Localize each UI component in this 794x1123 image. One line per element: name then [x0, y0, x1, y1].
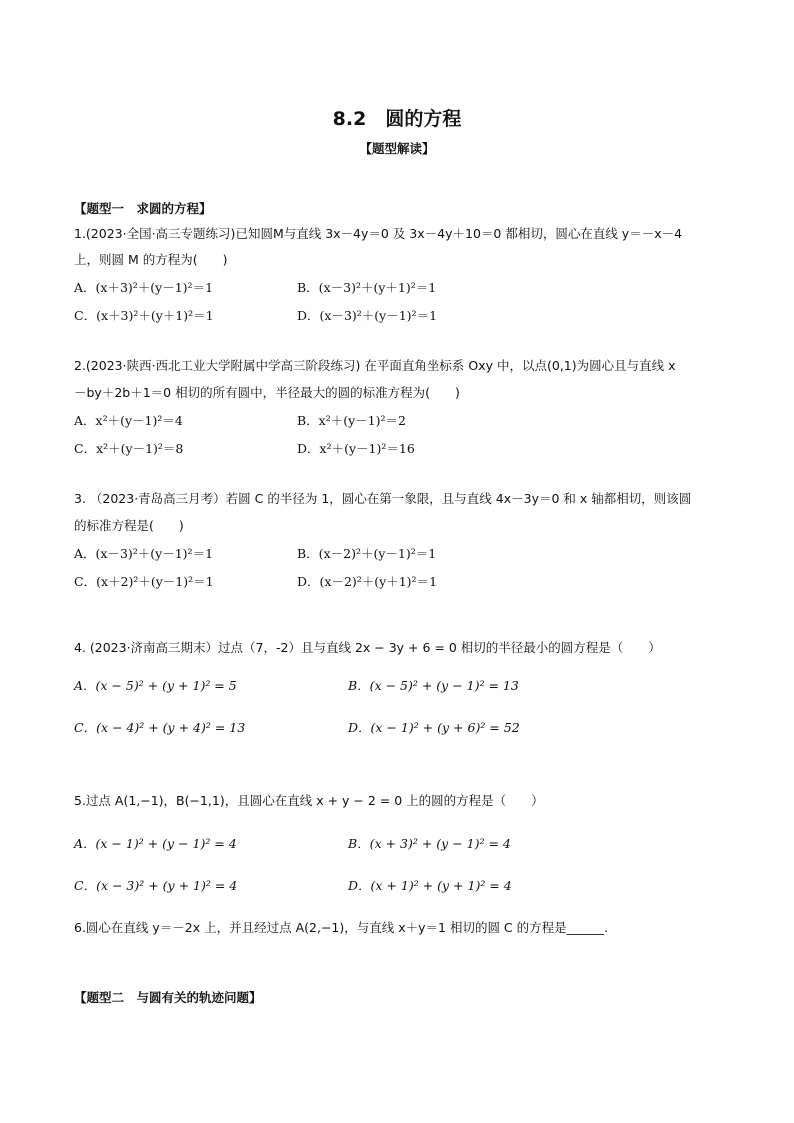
question-3-option-b: B．(x－2)²＋(y－1)²＝1 [297, 546, 437, 561]
question-5-option-a: A．(x − 1)² + (y − 1)² = 4 [74, 836, 237, 851]
question-1-line-2: 上，则圆 M 的方程为( ) [74, 252, 228, 267]
question-4-option-c: C．(x − 4)² + (y + 4)² = 13 [74, 720, 246, 735]
question-2-option-d: D．x²＋(y－1)²＝16 [297, 441, 415, 456]
question-2-option-c: C．x²＋(y－1)²＝8 [74, 441, 184, 456]
page-title: 8.2 圆的方程 [332, 108, 462, 130]
question-2-line-1: 2.(2023·陕西·西北工业大学附属中学高三阶段练习) 在平面直角坐标系 Oxy 中，以点(0,1)为圆心且与直线 x [74, 358, 676, 373]
question-1-line-1: 1.(2023·全国·高三专题练习)已知圆M与直线 3x－4y＝0 及 3x－4y＋10＝0 都相切，圆心在直线 y＝－x－4 [74, 226, 683, 241]
question-2-line-2: －by＋2b＋1＝0 相切的所有圆中，半径最大的圆的标准方程为( ) [74, 385, 460, 400]
question-1-option-a: A．(x＋3)²＋(y－1)²＝1 [74, 280, 214, 295]
section-heading-2: 【题型二 与圆有关的轨迹问题】 [74, 990, 262, 1005]
question-5-option-d: D．(x + 1)² + (y + 1)² = 4 [348, 878, 512, 893]
question-3-option-a: A．(x－3)²＋(y－1)²＝1 [74, 546, 214, 561]
question-5-line-1: 5.过点 A(1,−1)，B(−1,1)，且圆心在直线 x + y − 2 = 0 上的圆的方程是（ ） [74, 793, 544, 808]
question-3-option-d: D．(x－2)²＋(y＋1)²＝1 [297, 574, 438, 589]
page-subtitle: 【题型解读】 [359, 141, 435, 156]
question-3-line-1: 3. （2023·青岛高三月考）若圆 C 的半径为 1，圆心在第一象限，且与直线 4x－3y＝0 和 x 轴都相切，则该圆 [74, 491, 692, 506]
question-4-option-a: A．(x − 5)² + (y + 1)² = 5 [74, 678, 237, 693]
question-1-option-c: C．(x＋3)²＋(y＋1)²＝1 [74, 308, 214, 323]
question-5-option-b: B．(x + 3)² + (y − 1)² = 4 [348, 836, 511, 851]
section-heading-1: 【题型一 求圆的方程】 [74, 201, 212, 216]
question-6-line-1: 6.圆心在直线 y＝－2x 上，并且经过点 A(2,−1)，与直线 x＋y＝1 相切的圆 C 的方程是______. [74, 920, 609, 935]
question-5-option-c: C．(x − 3)² + (y + 1)² = 4 [74, 878, 238, 893]
question-1-option-d: D．(x－3)²＋(y－1)²＝1 [297, 308, 438, 323]
question-2-option-b: B．x²＋(y－1)²＝2 [297, 413, 406, 428]
question-4-option-b: B．(x − 5)² + (y − 1)² = 13 [348, 678, 519, 693]
question-3-line-2: 的标准方程是( ) [74, 518, 184, 533]
question-2-option-a: A．x²＋(y－1)²＝4 [74, 413, 183, 428]
question-4-option-d: D．(x − 1)² + (y + 6)² = 52 [348, 720, 520, 735]
question-4-line-1: 4. (2023·济南高三期末）过点（7，-2）且与直线 2x − 3y + 6 = 0 相切的半径最小的圆方程是（ ） [74, 640, 661, 655]
question-1-option-b: B．(x－3)²＋(y＋1)²＝1 [297, 280, 437, 295]
question-3-option-c: C．(x＋2)²＋(y－1)²＝1 [74, 574, 214, 589]
